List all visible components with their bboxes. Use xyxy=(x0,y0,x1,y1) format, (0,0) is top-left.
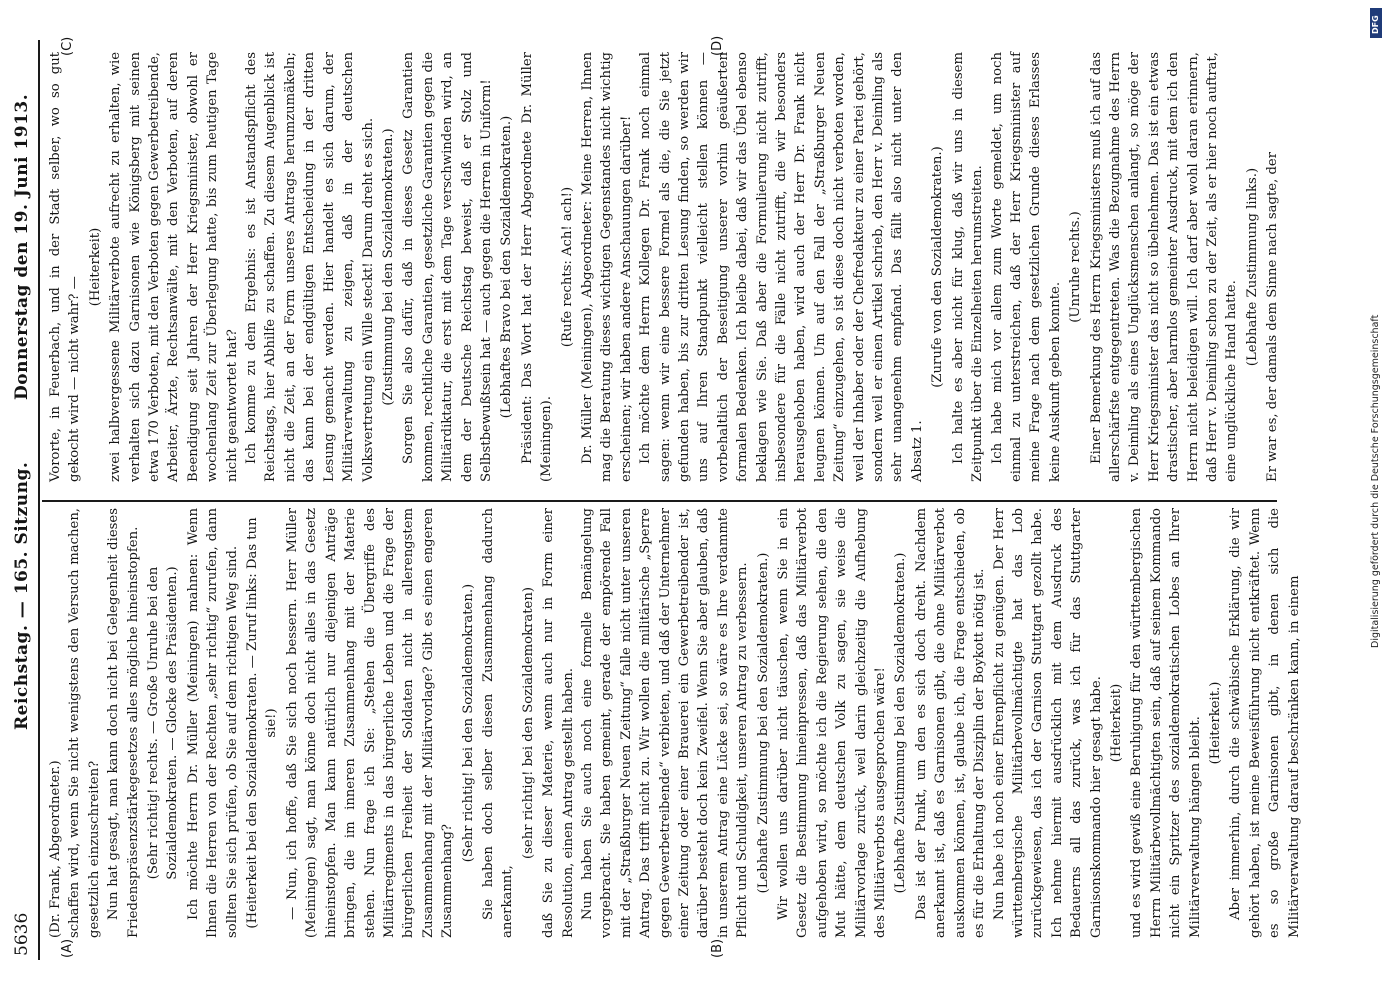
right-column-paragraph: Dr. Müller (Meiningen), Abgeordneter: Meine Herren, Ihnen mag die Beratung dieses wichtigen Gegenstandes nicht wichtig erscheinen; wir haben andere Anschauungen darüber! xyxy=(579,52,634,482)
left-column-interjection: (Heiterkeit.) xyxy=(1207,681,1223,765)
left-column-paragraph: Nun habe ich noch einer Ehrenpflicht zu genügen. Der Herr württembergische Militärbevollmächtigte hat das Lob zurückgewiesen, das ich der Garnison Stuttgart gezollt habe. Ich nehme hiermit ausdrücklich mit dem Ausdruck des Bedauerns all das zurück, was ich für das Stuttgarter Garnisonskommando hier gesagt habe. xyxy=(991,508,1104,938)
left-column-interjection: (Lebhafte Zustimmung bei den Sozialdemokraten.) xyxy=(893,552,909,894)
right-column-interjection: (Unruhe rechts.) xyxy=(1068,211,1084,323)
left-column-paragraph: und es wird gewiß eine Beruhigung für den württembergischen Herrn Militärbevollmächtigten sein, daß auf seinem Kommando nicht ein Spritzer des sozialdemokratischen Lobes an Ihrer Militärverwaltung hängen bleibt. xyxy=(1129,508,1203,938)
right-column-interjection: (Rufe rechts: Ach! ach!) xyxy=(559,186,575,348)
digitization-credit xyxy=(1370,48,1384,648)
left-column-interjection: (Heiterkeit bei den Sozialdemokraten. — Zuruf links: Das tun sie!) xyxy=(245,517,280,929)
left-column-paragraph: Ich möchte Herrn Dr. Müller (Meiningen) mahnen: Wenn Ihnen die Herren von der Rechten „sehr richtig“ zurufen, dann sollten Sie sich prüfen, ob Sie auf dem richtigen Weg sind. xyxy=(185,508,240,938)
digitization-credit-text: Digitalisierung gefördert durch die Deutsche Forschungsgemeinschaft xyxy=(1370,314,1381,648)
left-column-paragraph: (Dr. Frank, Abgeordneter.) xyxy=(48,760,63,938)
left-column-paragraph: Sie haben doch selber diesen Zusammenhang dadurch anerkannt, xyxy=(480,508,516,938)
header-date: Donnerstag den 19. Juni 1913. xyxy=(12,93,32,400)
margin-marker-c: (C) xyxy=(60,36,75,56)
page-number: 5636 xyxy=(12,912,32,956)
right-column-interjection: (Lebhafte Zustimmung links.) xyxy=(1244,167,1260,367)
page-header xyxy=(10,40,38,960)
rotated-document-page xyxy=(10,35,1302,960)
right-column-paragraph: Ich möchte dem Herrn Kollegen Dr. Frank noch einmal sagen: wenn wir eine bessere Formel als die, die Sie jetzt gefunden haben, bis zur dritten Lesung finden, so werden wir uns auf Ihren Standpunkt vielleicht stellen können — vorbehaltlich der Beseitigung unserer vorhin geäußerten formalen Bedenken. Ich bleibe dabei, daß wir das Übel ebenso beklagen wie Sie. Daß aber die Formulierung nicht zutrifft, insbesondere für die Fälle nicht zutrifft, die wir besonders herausgehoben haben, wird auch der Herr Dr. Frank nicht leugnen können. Um auf den Fall der „Straßburger Neuen Zeitung“ einzugehen, so ist diese doch nicht verboten worden, weil der Inhaber oder der Chefredakteur zu einer Partei gehört, sondern weil er einen Artikel schrieb, den Herr v. Deimling als sehr unangenehm empfand. Das fällt also nicht unter den Absatz 1. xyxy=(638,52,925,482)
right-column-interjection: (Heiterkeit) xyxy=(87,227,103,307)
left-text-column xyxy=(46,508,1302,938)
left-column-interjection: (Sehr richtig! rechts. — Große Unruhe bei den Sozialdemokraten. — Glocke des Präsidenten.) xyxy=(146,566,181,880)
right-column-interjection: (Zurufe von den Sozialdemokraten.) xyxy=(930,146,946,388)
margin-marker-d: (D) xyxy=(710,35,725,56)
right-column-paragraph: Vororte, in Feuerbach, und in der Stadt selber, wo so gut gekocht wird — nicht wahr? — xyxy=(48,52,83,482)
left-column-paragraph: — Nun, ich hoffe, daß Sie sich noch bessern. Herr Müller (Meiningen) sagt, man könne doch nicht alles in das Gesetz hineinstopfen. Man kann natürlich nur diejenigen Anträge bringen, die im inneren Zusammenhang mit der Materie stehen. Nun frage ich Sie: „Stehen die Übergriffe des Militärregiments in das bürgerliche Leben und die Frage der bürgerlichen Freiheit der Soldaten nicht in allerengstem Zusammenhang mit der Militärvorlage? Gibt es einen engeren Zusammenhang? xyxy=(284,508,456,938)
left-column-interjection: (Lebhafte Zustimmung bei den Sozialdemokraten.) xyxy=(755,552,771,894)
left-column-paragraph: Wir wollen uns darüber nicht täuschen, wenn Sie in ein Gesetz die Bestimmung hineinpressen, daß das Militärverbot aufgehoben wird, so möchte ich die Regierung sehen, die den Mut hätte, dem deutschen Volk zu sagen, sie weise die Militärvorlage zurück, weil darin gleichzeitig die Aufhebung des Militärverbots ausgesprochen wäre! xyxy=(776,508,889,938)
column-divider xyxy=(42,500,1277,502)
dfg-logo-text: DFG xyxy=(1371,15,1380,34)
right-column-interjection: (Lebhaftes Bravo bei den Sozialdemokraten.) xyxy=(499,115,515,419)
left-column-paragraph: Das ist der Punkt, um den es sich doch dreht. Nachdem anerkannt ist, daß es Garnisonen gibt, die ohne Militärverbot auskommen können, ist, glaube ich, die Frage entschieden, ob es für die Erhaltung der Disziplin der Boykott nötig ist. xyxy=(913,508,988,938)
right-column-paragraph: zwei halbvergessene Militärverbote aufrecht zu erhalten, wie verhalten sich dazu Garnisonen wie Königsberg mit seinen etwa 170 Verboten, mit den Verboten gegen Gewerbetreibende, Arbeiter, Ärzte, Rechtsanwälte, mit den Verboten, auf deren Beendigung seit Jahren der Herr Kriegsminister, obwohl er wochenlang Zeit zur Überlegung hatte, bis zum heutigen Tage nicht geantwortet hat? xyxy=(108,52,240,482)
header-rule xyxy=(38,40,40,960)
header-center-title: Reichstag. — 165. Sitzung. xyxy=(12,461,32,730)
right-column-interjection: (Zustimmung bei den Sozialdemokraten.) xyxy=(380,128,396,406)
right-text-column xyxy=(46,52,1281,482)
margin-marker-a: (A) xyxy=(60,938,75,958)
left-column-interjection: (Heiterkeit) xyxy=(1108,683,1124,763)
left-column-interjection: (Sehr richtig! bei den Sozialdemokraten.) xyxy=(460,583,476,863)
right-column-paragraph: Er war es, der damals dem Sinne nach sagte, der xyxy=(1265,151,1281,482)
right-column-paragraph: Einer Bemerkung des Herrn Kriegsministers muß ich auf das allerschärfste entgegentreten. Was die Bezugnahme des Herrn v. Deimling als eines Unglücksmenschen anlangt, so möge der Herr Kriegsminister das nicht so übelnehmen. Das ist ein etwas drastischer, aber harmlos gemeinter Ausdruck, mit dem ich den Herrn nicht beleidigen will. Ich darf aber wohl daran erinnern, daß Herr v. Deimling schon zu der Zeit, als er hier noch auftrat, eine unglückliche Hand hatte. xyxy=(1088,52,1240,482)
right-column-paragraph: Sorgen Sie also dafür, daß in dieses Gesetz Garantien kommen, rechtliche Garantien, gesetzliche Garantien gegen die Militärdiktatur, die erst mit dem Tage verschwinden wird, an dem der Deutsche Reichstag beweist, daß er Stolz und Selbstbewußtsein hat — auch gegen die Herren in Uniform! xyxy=(401,52,494,482)
left-column-paragraph: daß Sie zu dieser Materie, wenn auch nur in Form einer Resolution, einen Antrag gestellt haben. xyxy=(541,508,576,938)
left-column-paragraph: Nun haben Sie auch noch eine formelle Bemängelung vorgebracht. Sie haben gemeint, gerade der empörende Fall mit der „Straßburger Neuen Zeitung“ falle nicht unter unseren Antrag. Das trifft nicht zu. Wir wollen die militärische „Sperre gegen Gewerbetreibende“ verbieten, und daß der Unternehmer einer Zeitung oder einer Brauerei ein Gewerbetreibender ist, darüber besteht doch kein Zweifel. Wenn Sie aber glauben, daß in unserem Antrag eine Lücke sei, so wäre es Ihre verdammte Pflicht und Schuldigkeit, unseren Antrag zu verbessern. xyxy=(579,508,751,938)
left-column-paragraph: schaffen wird, wenn Sie nicht wenigstens den Versuch machen, gesetzlich einzuschreiten? xyxy=(67,508,102,938)
left-column-interjection: (sehr richtig! bei den Sozialdemokraten) xyxy=(520,587,536,859)
left-column-paragraph: Nun hat gesagt, man kann doch nicht bei Gelegenheit dieses Friedenspräsenzstärkegesetzes alles mögliche hineinstopfen. xyxy=(106,508,141,938)
right-column-paragraph: Ich habe mich vor allem zum Worte gemeldet, um noch einmal zu unterstreichen, daß der Herr Kriegsminister auf meine Frage nach dem gesetzlichen Grunde dieses Erlasses keine Auskunft geben konnte. xyxy=(989,52,1063,482)
margin-marker-b: (B) xyxy=(710,938,725,958)
right-column-paragraph: Präsident: Das Wort hat der Herr Abgeordnete Dr. Müller (Meiningen). xyxy=(519,52,555,482)
left-column-paragraph: Aber immerhin, durch die schwäbische Erklärung, die wir gehört haben, ist meine Beweisführung nicht entkräftet. Wenn es so große Garnisonen gibt, in denen sich die Militärverwaltung darauf beschränken kann, in einem xyxy=(1228,508,1302,938)
right-column-paragraph: Ich halte es aber nicht für klug, daß wir uns in diesem Zeitpunkt über die Einzelheiten herumstreiten. xyxy=(950,52,986,482)
right-column-paragraph: Ich komme zu dem Ergebnis: es ist Anstandspflicht des Reichstags, hier Abhilfe zu schaffen. Zu diesem Augenblick ist nicht die Zeit, an der Form unseres Antrags herumzumäkeln; das kann bei der endgültigen Entscheidung in der dritten Lesung gemacht werden. Hier handelt es sich darum, der Militärverwaltung zu zeigen, daß in der deutschen Volksvertretung ein Wille steckt! Darum dreht es sich. xyxy=(244,52,376,482)
dfg-logo xyxy=(1370,8,1382,38)
